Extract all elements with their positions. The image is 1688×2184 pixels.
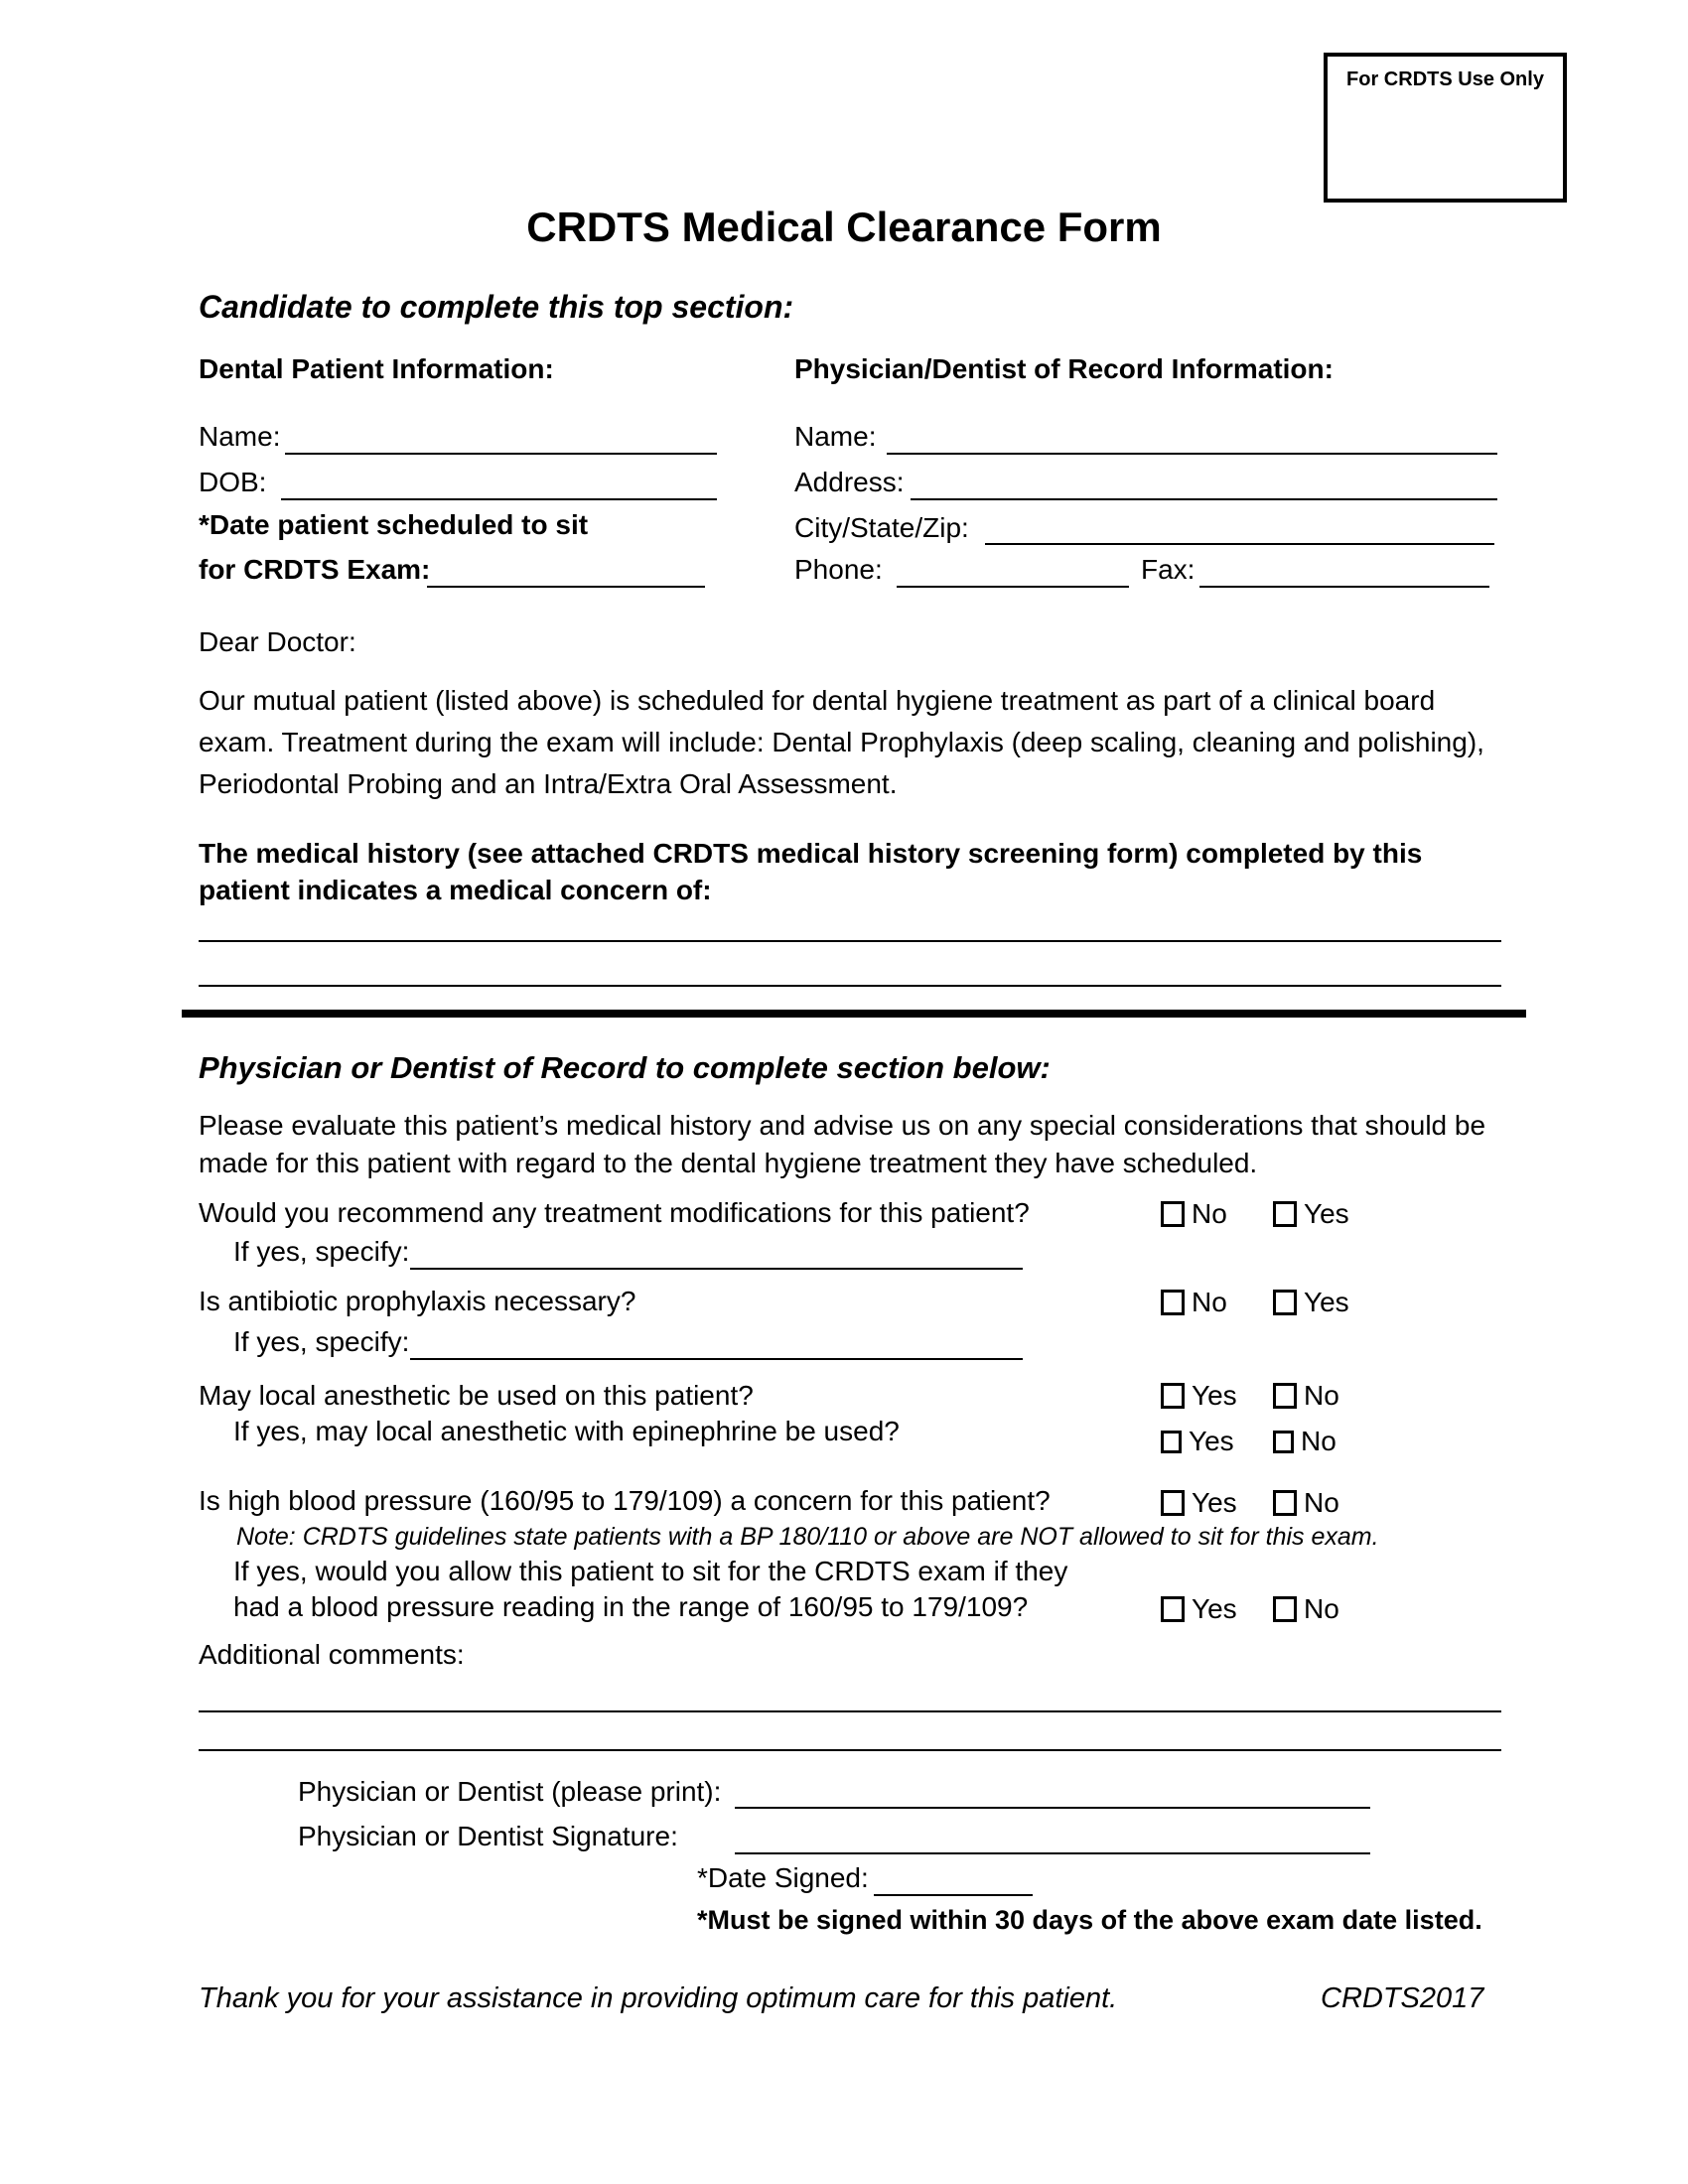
exam-date-label-line2: for CRDTS Exam: (199, 554, 431, 585)
question-4-text: Is high blood pressure (160/95 to 179/109) a concern for this patient? (199, 1485, 1051, 1516)
physician-city-state-zip-field-line[interactable] (985, 543, 1494, 545)
exam-date-field-line[interactable] (427, 586, 705, 588)
physician-address-field-line[interactable] (911, 498, 1497, 500)
physician-phone-field-line[interactable] (897, 586, 1129, 588)
question-3-sub-text: If yes, may local anesthetic with epinephrine be used? (233, 1416, 900, 1446)
question-4-sub-row (233, 1554, 1509, 1625)
physician-print-field-line[interactable] (735, 1807, 1370, 1809)
section-divider (182, 1010, 1526, 1018)
question-3-option-no[interactable] (1273, 1380, 1339, 1412)
question-1-option-yes[interactable] (1273, 1198, 1349, 1230)
question-4-sub-line2: had a blood pressure reading in the range of 160/95 to 179/109? (233, 1591, 1029, 1622)
question-3-sub-option-yes[interactable] (1161, 1426, 1234, 1457)
question-3-sub-option-no[interactable] (1273, 1426, 1336, 1457)
question-2-specify-field-line[interactable] (410, 1358, 1023, 1360)
checkbox-q4-yes-label: Yes (1192, 1487, 1237, 1518)
question-1-specify-field-line[interactable] (410, 1268, 1023, 1270)
page-title: CRDTS Medical Clearance Form (526, 204, 1162, 250)
date-signed-label: *Date Signed: (697, 1862, 869, 1893)
question-4-note: Note: CRDTS guidelines state patients with a BP 180/110 or above are NOT allowed to sit for this exam. (236, 1523, 1379, 1551)
concern-field-line-2[interactable] (199, 985, 1501, 987)
question-4-option-no[interactable] (1273, 1487, 1339, 1519)
physician-name-label: Name: (794, 421, 877, 452)
footer-version-text: CRDTS2017 (1321, 1982, 1484, 2014)
checkbox-q1-no-icon[interactable] (1161, 1201, 1185, 1227)
question-1-followup-row (199, 1236, 1509, 1268)
question-3-sub-row (199, 1416, 1509, 1456)
checkbox-q2-yes-label: Yes (1304, 1287, 1349, 1317)
question-1-text: Would you recommend any treatment modifications for this patient? (199, 1197, 1030, 1228)
checkbox-q3-yes-icon[interactable] (1161, 1383, 1185, 1409)
checkbox-q4-sub-no-label: No (1304, 1593, 1339, 1624)
additional-comments-label: Additional comments: (199, 1639, 465, 1670)
checkbox-q3-no-label: No (1304, 1380, 1339, 1411)
question-3-option-yes[interactable] (1161, 1380, 1237, 1412)
exam-date-label-line1: *Date patient scheduled to sit (199, 509, 589, 540)
question-4-option-yes[interactable] (1161, 1487, 1237, 1519)
checkbox-q4-sub-yes-icon[interactable] (1161, 1596, 1185, 1622)
comments-field-line-1[interactable] (199, 1710, 1501, 1712)
checkbox-q3-sub-yes-label: Yes (1189, 1426, 1234, 1456)
question-2-followup-row (199, 1326, 1509, 1358)
physician-name-field-line[interactable] (887, 453, 1497, 455)
question-row-2 (199, 1286, 1509, 1317)
patient-dob-field-line[interactable] (281, 498, 717, 500)
physician-city-state-zip-label: City/State/Zip: (794, 512, 969, 543)
physician-signature-field-line[interactable] (735, 1852, 1370, 1854)
checkbox-q4-no-label: No (1304, 1487, 1339, 1518)
medical-concern-statement: The medical history (see attached CRDTS medical history screening form) completed by this patient indicates a medical concern of: (199, 838, 1423, 905)
checkbox-q2-no-label: No (1192, 1287, 1227, 1317)
checkbox-q4-sub-no-icon[interactable] (1273, 1596, 1297, 1622)
checkbox-q3-no-icon[interactable] (1273, 1383, 1297, 1409)
checkbox-q4-sub-yes-label: Yes (1192, 1593, 1237, 1624)
patient-name-label: Name: (199, 421, 281, 452)
checkbox-q4-no-icon[interactable] (1273, 1490, 1297, 1516)
question-3-text: May local anesthetic be used on this patient? (199, 1380, 754, 1411)
must-sign-note: *Must be signed within 30 days of the above exam date listed. (697, 1905, 1482, 1935)
checkbox-q3-sub-yes-icon[interactable] (1161, 1431, 1182, 1453)
checkbox-q1-yes-label: Yes (1304, 1198, 1349, 1229)
physician-signature-label: Physician or Dentist Signature: (298, 1821, 678, 1851)
comments-field-line-2[interactable] (199, 1749, 1501, 1751)
question-row-1 (199, 1197, 1509, 1229)
question-2-option-no[interactable] (1161, 1287, 1227, 1318)
letter-salutation: Dear Doctor: (199, 626, 356, 657)
letter-body: Our mutual patient (listed above) is scheduled for dental hygiene treatment as part of a clinical board exam. Treatment during the exam will include: Dental Prophylaxis (deep scaling, cleaning and polishing), Periodontal Probing and an Intra/Extra Oral Assessment. (199, 685, 1484, 799)
crdts-use-only-box (1324, 53, 1567, 203)
checkbox-q1-no-label: No (1192, 1198, 1227, 1229)
physician-address-label: Address: (794, 467, 905, 497)
physician-fax-field-line[interactable] (1199, 586, 1489, 588)
question-row-3 (199, 1380, 1509, 1412)
checkbox-q2-yes-icon[interactable] (1273, 1290, 1297, 1315)
question-2-option-yes[interactable] (1273, 1287, 1349, 1318)
checkbox-q3-sub-no-label: No (1301, 1426, 1336, 1456)
checkbox-q2-no-icon[interactable] (1161, 1290, 1185, 1315)
candidate-section-heading: Candidate to complete this top section: (199, 289, 794, 325)
question-2-text: Is antibiotic prophylaxis necessary? (199, 1286, 636, 1316)
physician-phone-label: Phone: (794, 554, 883, 585)
question-4-sub-option-no[interactable] (1273, 1591, 1339, 1627)
crdts-use-only-label: For CRDTS Use Only (1346, 68, 1544, 90)
question-2-followup-label: If yes, specify: (233, 1326, 410, 1357)
footer-thanks-text: Thank you for your assistance in providing optimum care for this patient. (199, 1982, 1118, 2014)
physician-section-heading: Physician or Dentist of Record to complete section below: (199, 1050, 1051, 1085)
checkbox-q3-yes-label: Yes (1192, 1380, 1237, 1411)
question-4-sub-line1: If yes, would you allow this patient to sit for the CRDTS exam if they (233, 1556, 1068, 1586)
checkbox-q1-yes-icon[interactable] (1273, 1201, 1297, 1227)
question-1-option-no[interactable] (1161, 1198, 1227, 1230)
patient-dob-label: DOB: (199, 467, 267, 497)
physician-info-heading: Physician/Dentist of Record Information: (794, 353, 1334, 384)
physician-fax-label: Fax: (1141, 554, 1196, 585)
checkbox-q3-sub-no-icon[interactable] (1273, 1431, 1294, 1453)
question-1-followup-label: If yes, specify: (233, 1236, 410, 1267)
checkbox-q4-yes-icon[interactable] (1161, 1490, 1185, 1516)
concern-field-line-1[interactable] (199, 940, 1501, 942)
physician-print-label: Physician or Dentist (please print): (298, 1776, 722, 1807)
question-row-4 (199, 1485, 1509, 1517)
patient-name-field-line[interactable] (285, 453, 717, 455)
date-signed-field-line[interactable] (874, 1894, 1033, 1896)
physician-section-intro: Please evaluate this patient’s medical history and advise us on any special considerations that should be made for this patient with regard to the dental hygiene treatment they have scheduled. (199, 1110, 1486, 1178)
question-4-sub-option-yes[interactable] (1161, 1591, 1237, 1627)
patient-info-heading: Dental Patient Information: (199, 353, 554, 384)
